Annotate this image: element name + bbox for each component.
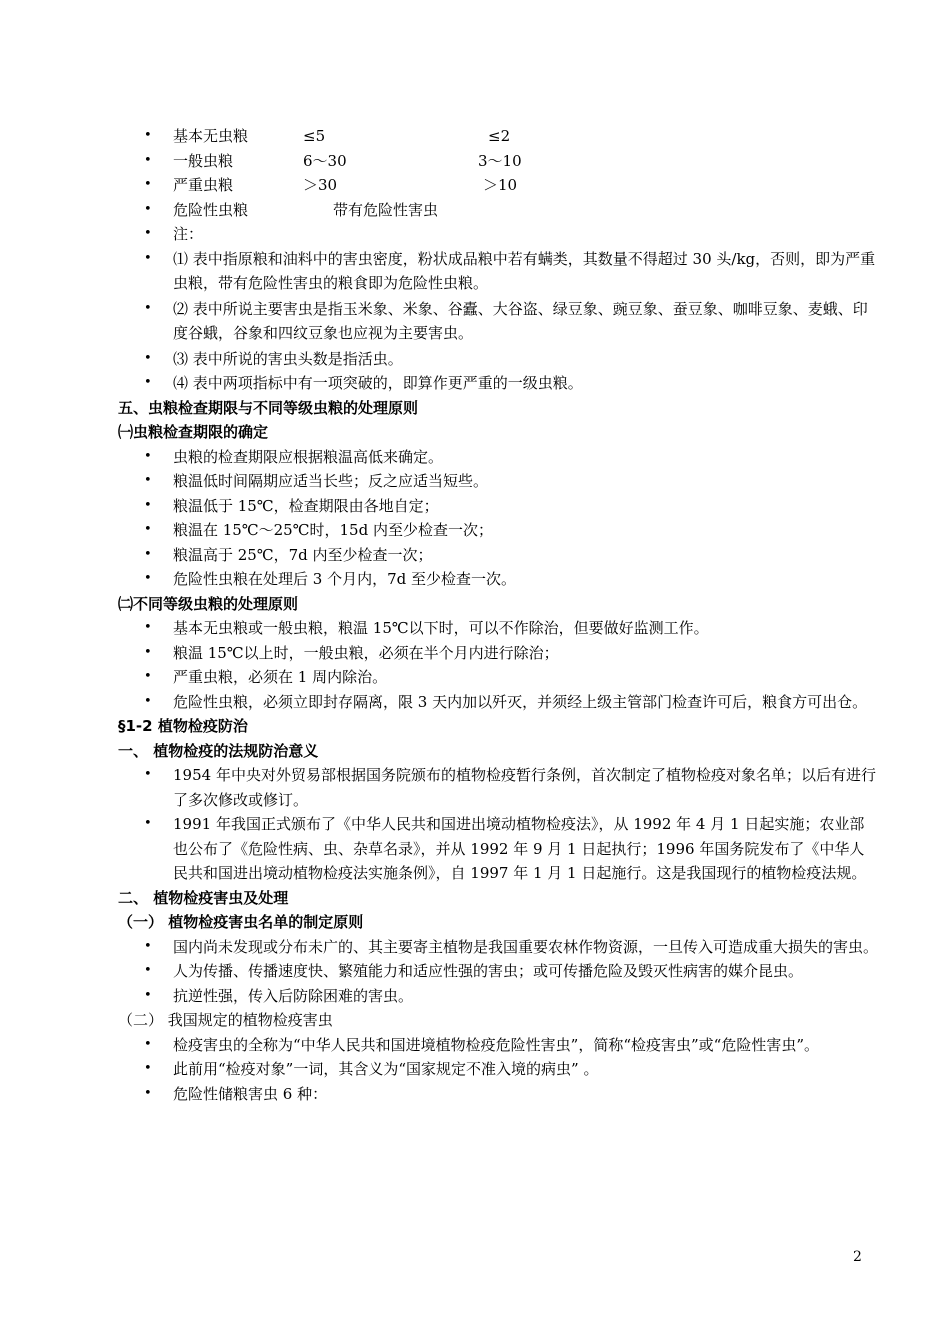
grade-row [118,149,878,174]
list-item [118,641,878,666]
bullet: • [144,767,152,782]
list-item-text: 虫粮的检查期限应根据粮温高低来确定。 [173,447,444,466]
bullet: • [144,693,152,709]
list-item [118,1082,878,1107]
note-text: ⑷ 表中两项指标中有一项突破的，即算作更严重的一级虫粮。 [173,374,583,392]
bullet: • [144,1036,152,1052]
list-item-text: 人为传播、传播速度快、繁殖能力和适应性强的害虫；或可传播危险及毁灭性病害的媒介昆虫。 [173,962,804,980]
grade-name: 严重虫粮 [173,176,234,194]
bullet: • [144,473,152,488]
grade-description: 带有危险性害虫 [333,200,439,219]
list-item-text: 粮温低时间隔期应适当长些；反之应适当短些。 [173,472,489,490]
note-text: ⑶ 表中所说的害虫头数是指活虫。 [173,349,403,368]
bullet: • [144,620,152,635]
list-item-text: 危险性储粮害虫 6 种： [173,1084,328,1103]
grade-name: 危险性虫粮 [173,200,249,219]
bullet: • [144,128,152,143]
list-item [118,567,878,592]
bullet: • [144,571,152,586]
list-item-text: 抗逆性强，传入后防除困难的害虫。 [173,986,414,1005]
page-content [118,124,878,1106]
note-item [118,247,878,296]
section-heading: 二、 植物检疫害虫及处理 [118,888,289,907]
note-label [118,222,878,247]
bullet: • [144,350,152,366]
list-item [118,616,878,641]
grade-name: 一般虫粮 [173,151,234,170]
list-item [118,469,878,494]
danger-grade-row [118,198,878,223]
list-item [118,812,878,886]
list-item-text: 严重虫粮，必须在 1 周内除治。 [173,668,388,686]
list-item-text: 粮温低于 15℃，检查期限由各地自定； [173,496,439,515]
list-item [118,984,878,1009]
bullet: • [144,448,152,464]
bullet: • [144,152,152,168]
bullet: • [144,1085,152,1101]
list-item-text: 检疫害虫的全称为“中华人民共和国进境植物检疫危险性害虫”，简称“检疫害虫”或“危险性害虫”。 [173,1035,820,1054]
list-item-text: 此前用“检疫对象”一词，其含义为“国家规定不准入境的病虫” 。 [173,1060,599,1078]
bullet: • [144,644,152,660]
list-item [118,518,878,543]
bullet: • [144,177,152,192]
list-item [118,1033,878,1058]
list-item-text: 危险性虫粮，必须立即封存隔离，限 3 天内加以歼灭，并须经上级主管部门检查许可后，粮食方可出仓。 [173,692,868,711]
bullet: • [144,522,152,537]
list-item [118,494,878,519]
bullet: • [144,300,152,316]
section-heading: 五、虫粮检查期限与不同等级虫粮的处理原则 [118,398,419,417]
bullet: • [144,938,152,954]
bullet: • [144,546,152,562]
grade-value-1: 6～30 [303,151,347,170]
grade-row [118,173,878,198]
bullet: • [144,201,152,217]
list-item-text: 1991 年我国正式颁布了《中华人民共和国进出境动植物检疫法》，从 1992 年 4 月 1 日起实施；农业部也公布了《危险性病、虫、杂草名录》，并从 1992 年 9 月 1 日起执行；1996 年国务院发布了《中华人民共和国进出境动植物检疫法实施条例》，自 1997 年 1 月 1 日起施行。这是我国现行的植物检疫法规。 [173,815,867,882]
bullet: • [144,1061,152,1076]
list-item-text: 国内尚未发现或分布未广的、其主要寄主植物是我国重要农林作物资源，一旦传入可造成重大损失的害虫。 [173,937,879,956]
list-item [118,1057,878,1082]
grade-value-2: ＞10 [483,176,518,194]
bullet: • [144,226,152,241]
bullet: • [144,497,152,513]
list-item [118,763,878,812]
note-text: ⑵ 表中所说主要害虫是指玉米象、米象、谷蠹、大谷盗、绿豆象、豌豆象、蚕豆象、咖啡豆象、麦蛾、印度谷蛾，谷象和四纹豆象也应视为主要害虫。 [173,299,868,342]
bullet: • [144,987,152,1003]
subsection-heading: ㈡不同等级虫粮的处理原则 [118,594,299,613]
bullet: • [144,669,152,684]
bullet: • [144,816,152,831]
list-item [118,543,878,568]
list-item [118,665,878,690]
note-text: ⑴ 表中指原粮和油料中的害虫密度，粉状成品粮中若有螨类，其数量不得超过 30 头/kg，否则，即为严重虫粮，带有危险性害虫的粮食即为危险性虫粮。 [173,249,876,292]
grade-row [118,124,878,149]
list-item [118,690,878,715]
list-item-text: 粮温 15℃以上时，一般虫粮，必须在半个月内进行除治； [173,643,559,662]
list-item-text: 1954 年中央对外贸易部根据国务院颁布的植物检疫暂行条例，首次制定了植物检疫对象名单；以后有进行了多次修改或修订。 [173,766,876,809]
list-item [118,935,878,960]
grade-value-2: ≤2 [488,127,511,145]
bullet: • [144,375,152,390]
note-item [118,347,878,372]
list-item-text: 粮温高于 25℃，7d 内至少检查一次； [173,545,433,564]
list-item [118,959,878,984]
subsection-heading: ㈠虫粮检查期限的确定 [118,423,269,441]
section-heading: §1-2 植物检疫防治 [118,717,248,735]
grade-value-2: 3～10 [478,151,522,170]
list-item [118,445,878,470]
list-item-text: 危险性虫粮在处理后 3 个月内，7d 至少检查一次。 [173,570,516,588]
section-heading: 一、 植物检疫的法规防治意义 [118,741,319,760]
grade-name: 基本无虫粮 [173,127,249,145]
subsection-heading: （二） 我国规定的植物检疫害虫 [118,1011,333,1029]
bullet: • [144,250,152,266]
note-label-text: 注： [173,225,204,243]
list-item-text: 基本无虫粮或一般虫粮，粮温 15℃以下时，可以不作除治，但要做好监测工作。 [173,619,709,637]
page-number: 2 [853,1249,862,1265]
grade-value-1: ＞30 [303,176,338,194]
bullet: • [144,963,152,978]
grade-value-1: ≤5 [303,127,326,145]
note-item [118,371,878,396]
note-item [118,297,878,346]
subsection-heading: （一） 植物检疫害虫名单的制定原则 [118,913,364,931]
list-item-text: 粮温在 15℃～25℃时，15d 内至少检查一次； [173,521,493,539]
